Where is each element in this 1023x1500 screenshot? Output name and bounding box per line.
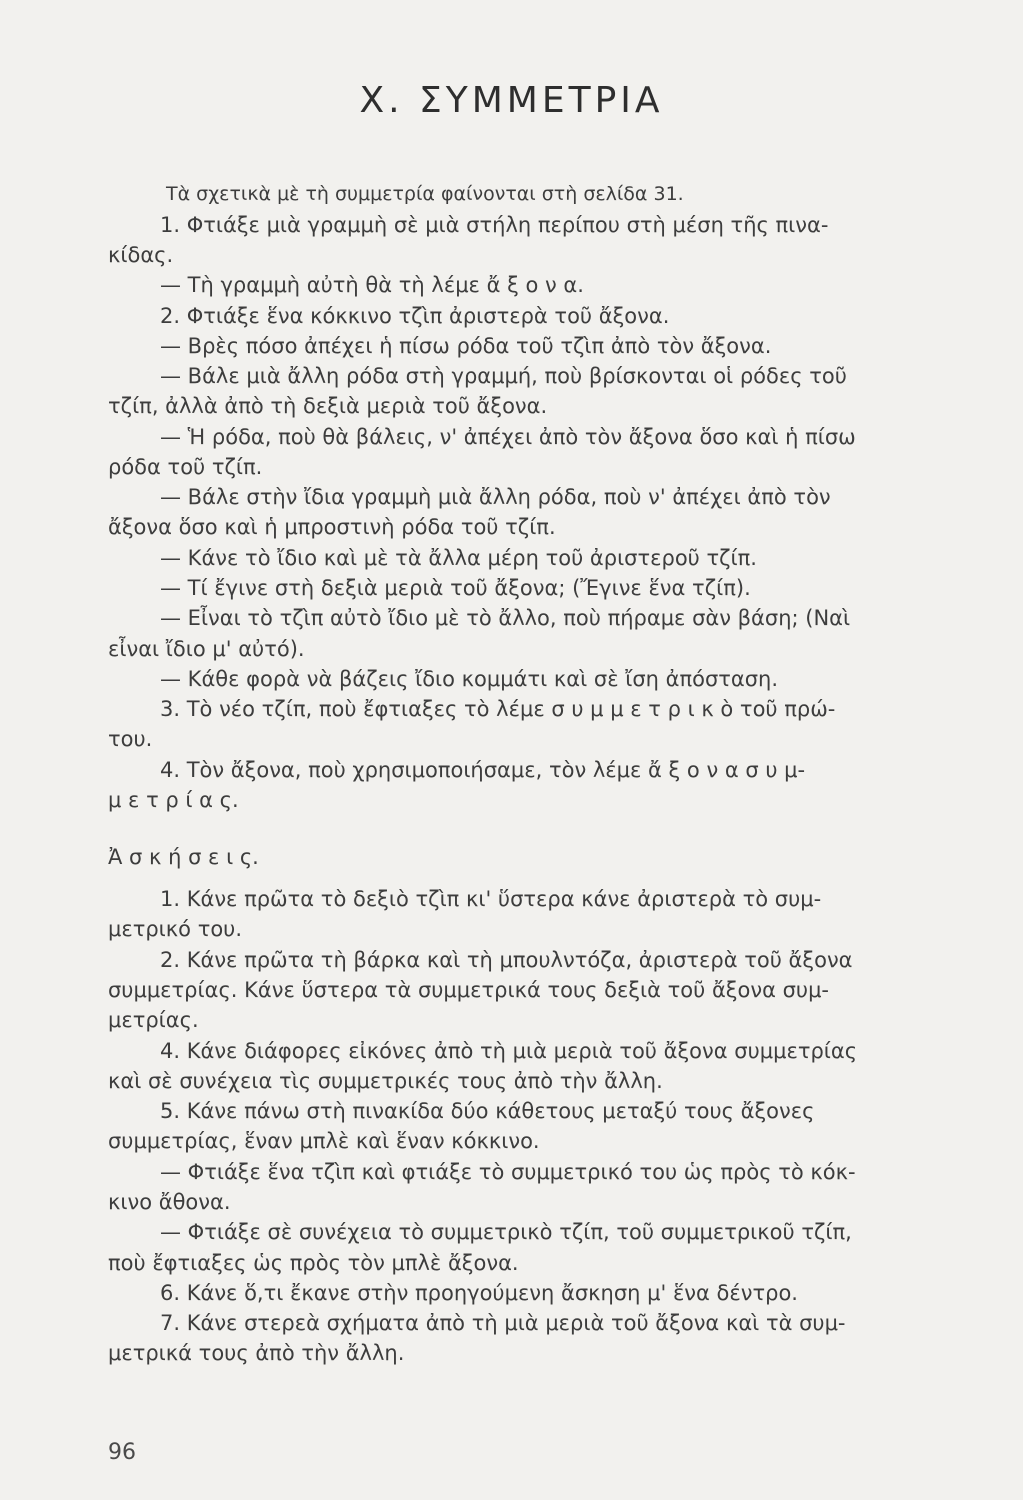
text-line: 3. Τὸ νέο τζίπ, ποὺ ἔφτιαξες τὸ λέμε σ υ μ μ ε τ ρ ι κ ὸ τοῦ πρώ- [160,697,836,721]
text-line: εἶναι ἴδιο μ' αὐτό). [108,637,305,661]
text-line: συμμετρίας. Κάνε ὕστερα τὰ συμμετρικά τους δεξιὰ τοῦ ἄξονα συμ- [108,978,830,1002]
text-line: 6. Κάνε ὅ,τι ἔκανε στὴν προηγούμενη ἄσκηση μ' ἕνα δέντρο. [160,1281,798,1305]
text-line: καὶ σὲ συνέχεια τὶς συμμετρικές τους ἀπὸ τὴν ἄλλη. [108,1069,663,1093]
text-line: — Φτιάξε σὲ συνέχεια τὸ συμμετρικὸ τζίπ, τοῦ συμμετρικοῦ τζίπ, [160,1220,852,1244]
text-line: μετρικό του. [108,917,243,941]
page-number: 96 [108,1440,136,1465]
text-line: 7. Κάνε στερεὰ σχήματα ἀπὸ τὴ μιὰ μεριὰ τοῦ ἄξονα καὶ τὰ συμ- [160,1311,846,1335]
text-line: ἄξονα ὅσο καὶ ἡ μπροστινὴ ρόδα τοῦ τζίπ. [108,515,556,539]
text-line: — Τὴ γραμμὴ αὐτὴ θὰ τὴ λέμε ἄ ξ ο ν α. [160,273,584,297]
text-line: συμμετρίας, ἕναν μπλὲ καὶ ἕναν κόκκινο. [108,1129,540,1153]
exercises-heading: Ἀ σ κ ή σ ε ι ς. [108,845,259,869]
text-line: 2. Φτιάξε ἕνα κόκκινο τζὶπ ἀριστερὰ τοῦ ἄξονα. [160,304,670,328]
text-line: — Βάλε στὴν ἴδια γραμμὴ μιὰ ἄλλη ρόδα, ποὺ ν' ἀπέχει ἀπὸ τὸν [160,485,831,509]
text-line: 5. Κάνε πάνω στὴ πινακίδα δύο κάθετους μεταξύ τους ἄξονες [160,1099,815,1123]
text-line: μετρίας. [108,1008,199,1032]
text-line: κινο ἄθονα. [108,1190,231,1214]
text-line: — Βάλε μιὰ ἄλλη ρόδα στὴ γραμμή, ποὺ βρίσκονται οἱ ρόδες τοῦ [160,364,847,388]
text-line: — Εἶναι τὸ τζὶπ αὐτὸ ἴδιο μὲ τὸ ἄλλο, ποὺ πήραμε σὰν βάση; (Ναὶ [160,606,851,630]
text-line: — Φτιάξε ἕνα τζὶπ καὶ φτιάξε τὸ συμμετρικό του ὡς πρὸς τὸ κόκ- [160,1160,856,1184]
chapter-title: Χ. ΣΥΜΜΕΤΡΙΑ [359,80,664,121]
text-line: — Ἡ ρόδα, ποὺ θὰ βάλεις, ν' ἀπέχει ἀπὸ τὸν ἄξονα ὅσο καὶ ἡ πίσω [160,425,856,449]
text-line: 1. Κάνε πρῶτα τὸ δεξιὸ τζὶπ κι' ὕστερα κάνε ἀριστερὰ τὸ συμ- [160,887,822,911]
text-line: μετρικά τους ἀπὸ τὴν ἄλλη. [108,1341,405,1365]
text-line: ποὺ ἔφτιαξες ὡς πρὸς τὸν μπλὲ ἄξονα. [108,1251,519,1275]
text-line: κίδας. [108,243,174,267]
text-line: — Τί ἔγινε στὴ δεξιὰ μεριὰ τοῦ ἄξονα; (Ἔγινε ἕνα τζίπ). [160,576,751,600]
text-line: — Βρὲς πόσο ἀπέχει ἡ πίσω ρόδα τοῦ τζὶπ ἀπὸ τὸν ἄξονα. [160,334,772,358]
text-line: — Κάθε φορὰ νὰ βάζεις ἴδιο κομμάτι καὶ σὲ ἴση ἀπόσταση. [160,667,779,691]
intro-line: Τὰ σχετικὰ μὲ τὴ συμμετρία φαίνονται στὴ σελίδα 31. [166,183,684,205]
text-line: — Κάνε τὸ ἴδιο καὶ μὲ τὰ ἄλλα μέρη τοῦ ἀριστεροῦ τζίπ. [160,546,757,570]
text-line: 1. Φτιάξε μιὰ γραμμὴ σὲ μιὰ στήλη περίπου στὴ μέση τῆς πινα- [160,213,829,237]
text-line: ρόδα τοῦ τζίπ. [108,455,263,479]
text-line: 4. Τὸν ἄξονα, ποὺ χρησιμοποιήσαμε, τὸν λέμε ἄ ξ ο ν α σ υ μ- [160,758,806,782]
text-line: 4. Κάνε διάφορες εἰκόνες ἀπὸ τὴ μιὰ μεριὰ τοῦ ἄξονα συμμετρίας [160,1039,858,1063]
text-line: τζίπ, ἀλλὰ ἀπὸ τὴ δεξιὰ μεριὰ τοῦ ἄξονα. [108,394,548,418]
text-line: μ ε τ ρ ί α ς. [108,788,239,812]
text-line: 2. Κάνε πρῶτα τὴ βάρκα καὶ τὴ μπουλντόζα, ἀριστερὰ τοῦ ἄξονα [160,948,853,972]
text-line: του. [108,727,153,751]
